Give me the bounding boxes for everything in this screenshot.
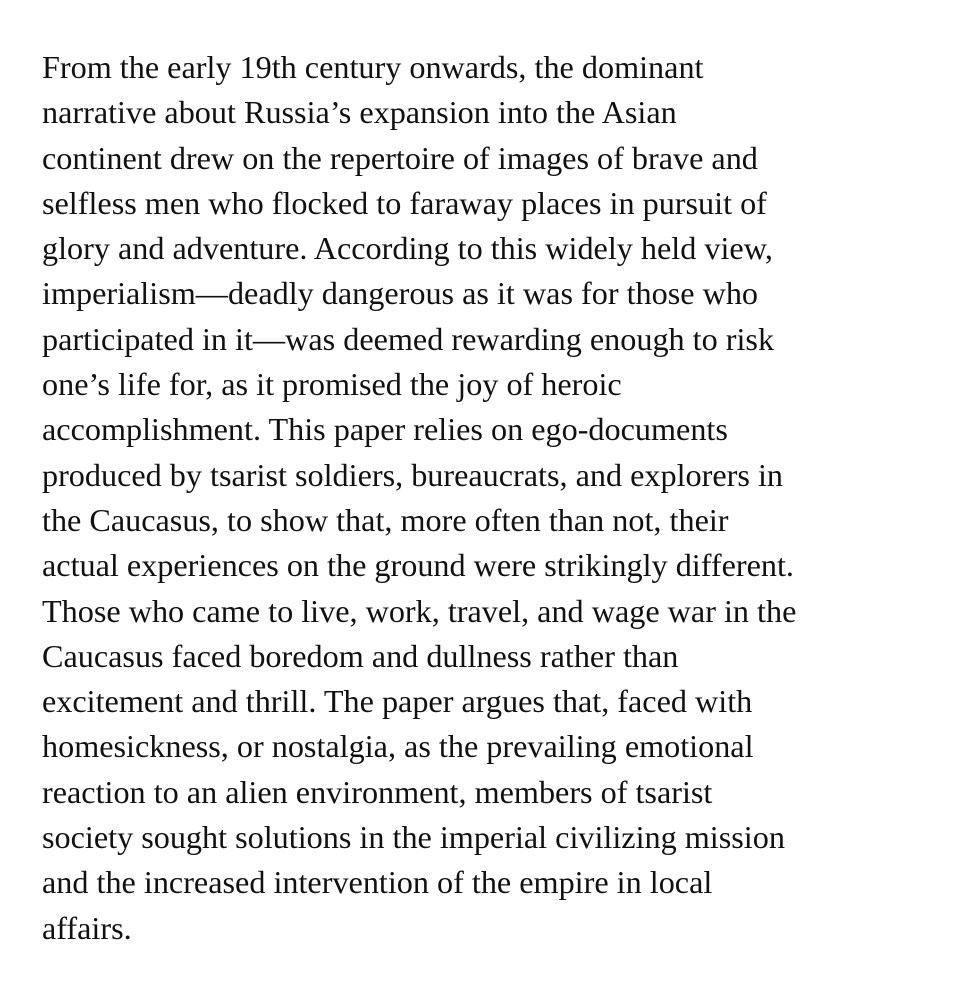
abstract-line-5: glory and adventure. According to this widely held view,: [42, 230, 773, 267]
abstract-line-15: excitement and thrill. The paper argues that, faced with: [42, 683, 753, 720]
abstract-line-14: Caucasus faced boredom and dullness rather than: [42, 637, 679, 674]
abstract-line-11: the Caucasus, to show that, more often than not, their: [42, 501, 729, 538]
abstract-paragraph: [42, 45, 967, 951]
abstract-line-18: society sought solutions in the imperial civilizing mission: [42, 819, 785, 856]
abstract-line-3: continent drew on the repertoire of images of brave and: [42, 139, 758, 176]
abstract-line-13: Those who came to live, work, travel, and wage war in the: [42, 592, 797, 629]
abstract-line-12: actual experiences on the ground were strikingly different.: [42, 547, 794, 584]
abstract-line-7: participated in it—was deemed rewarding enough to risk: [42, 320, 775, 357]
abstract-line-20: affairs.: [42, 909, 132, 946]
abstract-line-10: produced by tsarist soldiers, bureaucrats, and explorers in: [42, 456, 783, 493]
abstract-line-4: selfless men who flocked to faraway places in pursuit of: [42, 184, 767, 221]
abstract-line-6: imperialism—deadly dangerous as it was for those who: [42, 275, 759, 312]
abstract-line-19: and the increased intervention of the empire in local: [42, 864, 713, 901]
abstract-line-2: narrative about Russia’s expansion into the Asian: [42, 94, 677, 131]
abstract-line-17: reaction to an alien environment, members of tsarist: [42, 773, 713, 810]
abstract-line-16: homesickness, or nostalgia, as the prevailing emotional: [42, 728, 754, 765]
abstract-line-8: one’s life for, as it promised the joy of heroic: [42, 366, 622, 403]
abstract-line-9: accomplishment. This paper relies on ego-documents: [42, 411, 728, 448]
abstract-line-1: From the early 19th century onwards, the dominant: [42, 49, 704, 85]
